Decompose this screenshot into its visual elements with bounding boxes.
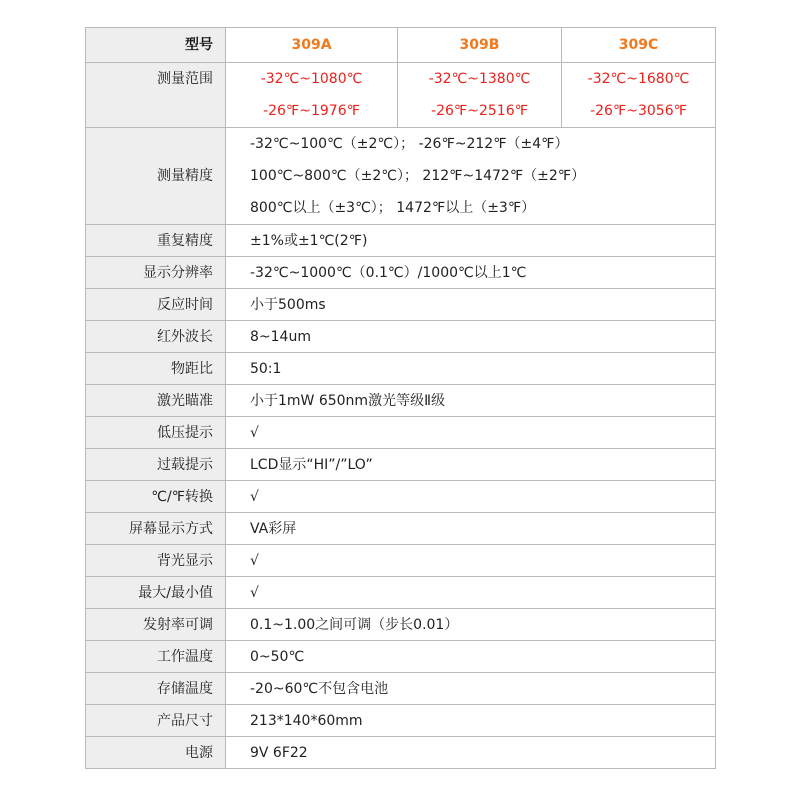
- range-row: [86, 63, 716, 128]
- spec-value: √: [226, 545, 716, 577]
- spec-value: -20~60℃不包含电池: [226, 673, 716, 705]
- spec-row: [86, 225, 716, 257]
- spec-value: √: [226, 577, 716, 609]
- model-header-label: 型号: [86, 28, 226, 63]
- spec-label: 物距比: [86, 353, 226, 385]
- spec-label: 重复精度: [86, 225, 226, 257]
- spec-label: 激光瞄准: [86, 385, 226, 417]
- spec-table: [85, 27, 716, 769]
- range-309b-fahrenheit: -26℉~2516℉: [431, 103, 528, 119]
- range-309b-celsius: -32℃~1380℃: [428, 71, 531, 87]
- spec-label: 低压提示: [86, 417, 226, 449]
- spec-label: 产品尺寸: [86, 705, 226, 737]
- spec-row: [86, 257, 716, 289]
- model-309a-header: 309A: [226, 28, 398, 63]
- spec-row: [86, 609, 716, 641]
- spec-row: [86, 449, 716, 481]
- spec-value: VA彩屏: [226, 513, 716, 545]
- accuracy-line: -32℃~100℃（±2℃）； -26℉~212℉（±4℉）: [250, 136, 569, 152]
- spec-value: 50:1: [226, 353, 716, 385]
- accuracy-label: 测量精度: [86, 128, 226, 225]
- spec-row: [86, 321, 716, 353]
- range-309c-fahrenheit: -26℉~3056℉: [590, 103, 687, 119]
- spec-value: 0~50℃: [226, 641, 716, 673]
- spec-label: 电源: [86, 737, 226, 769]
- spec-label: 发射率可调: [86, 609, 226, 641]
- header-row: [86, 28, 716, 63]
- range-309a-fahrenheit: -26℉~1976℉: [263, 103, 360, 119]
- accuracy-value: [226, 128, 716, 225]
- spec-row: [86, 385, 716, 417]
- spec-label: 过载提示: [86, 449, 226, 481]
- spec-value: -32℃~1000℃（0.1℃）/1000℃以上1℃: [226, 257, 716, 289]
- spec-label: 屏幕显示方式: [86, 513, 226, 545]
- model-309b-header: 309B: [398, 28, 562, 63]
- spec-value: ±1%或±1℃(2℉): [226, 225, 716, 257]
- spec-label: 反应时间: [86, 289, 226, 321]
- spec-row: [86, 481, 716, 513]
- spec-label: ℃/℉转换: [86, 481, 226, 513]
- accuracy-line: 100℃~800℃（±2℃）； 212℉~1472℉（±2℉）: [250, 168, 586, 184]
- accuracy-row: [86, 128, 716, 225]
- range-309a-celsius: -32℃~1080℃: [260, 71, 363, 87]
- spec-row: [86, 673, 716, 705]
- spec-label: 红外波长: [86, 321, 226, 353]
- range-309a: [226, 63, 398, 128]
- spec-label: 显示分辨率: [86, 257, 226, 289]
- spec-value: LCD显示“HI”/”LO”: [226, 449, 716, 481]
- spec-value: 213*140*60mm: [226, 705, 716, 737]
- range-label: 测量范围: [86, 63, 226, 128]
- range-309c: [562, 63, 716, 128]
- spec-row: [86, 641, 716, 673]
- spec-row: [86, 289, 716, 321]
- spec-value: 9V 6F22: [226, 737, 716, 769]
- spec-label: 存储温度: [86, 673, 226, 705]
- range-309c-celsius: -32℃~1680℃: [587, 71, 690, 87]
- spec-row: [86, 353, 716, 385]
- spec-row: [86, 513, 716, 545]
- spec-row: [86, 705, 716, 737]
- spec-value: √: [226, 417, 716, 449]
- spec-value: 小于500ms: [226, 289, 716, 321]
- spec-label: 工作温度: [86, 641, 226, 673]
- spec-value: √: [226, 481, 716, 513]
- accuracy-line: 800℃以上（±3℃）； 1472℉以上（±3℉）: [250, 200, 536, 216]
- spec-row: [86, 737, 716, 769]
- spec-label: 最大/最小值: [86, 577, 226, 609]
- spec-value: 8~14um: [226, 321, 716, 353]
- range-309b: [398, 63, 562, 128]
- spec-row: [86, 417, 716, 449]
- spec-value: 小于1mW 650nm激光等级Ⅱ级: [226, 385, 716, 417]
- spec-value: 0.1~1.00之间可调（步长0.01）: [226, 609, 716, 641]
- spec-row: [86, 577, 716, 609]
- model-309c-header: 309C: [562, 28, 716, 63]
- spec-row: [86, 545, 716, 577]
- spec-label: 背光显示: [86, 545, 226, 577]
